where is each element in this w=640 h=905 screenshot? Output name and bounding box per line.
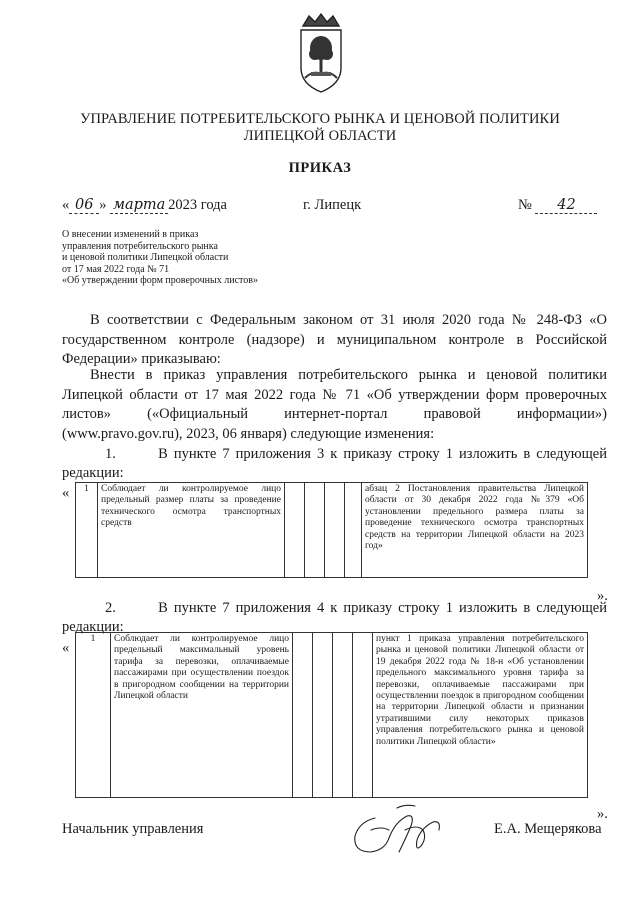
table-cell-empty — [353, 633, 373, 798]
table1-close-quote: ». — [597, 588, 608, 604]
checklist-question: Соблюдает ли контролируемое лицо предельный максимальный уровень тарифа за перевозки, оплачиваемые пассажирами при осуществлении поездок в пригородном сообщении на территории Липецкой области — [111, 633, 293, 798]
table-row — [76, 483, 588, 578]
preamble-paragraph — [62, 311, 607, 370]
number-value: 42 — [535, 197, 597, 214]
order-city: г. Липецк — [303, 197, 362, 213]
subject-line: и ценовой политики Липецкой области — [62, 252, 229, 263]
table-cell-empty — [325, 483, 345, 578]
item-1 — [62, 445, 607, 483]
amendment-table-1 — [75, 482, 588, 578]
order-number — [518, 197, 597, 214]
legal-reference: пункт 1 приказа управления потребительского рынка и ценовой политики Липецкой области от 19 декабря 2022 года № 18-н «Об установлении предельного максимального уровня тарифа за перевозки, оплачиваемые пассажирами при осуществлении поездок в пригородном сообщении на территории Липецкой области и признании утратившими силу некоторых приказов управления потребительского рынка и ценовой политики Липецкой области» — [373, 633, 588, 798]
amendment-paragraph — [62, 366, 607, 444]
table-cell-empty — [305, 483, 325, 578]
signatory-position: Начальник управления — [62, 821, 204, 837]
table-cell-empty — [313, 633, 333, 798]
table1-open-quote: « — [62, 485, 70, 501]
order-year: 2023 года — [168, 197, 227, 213]
paragraph-line: Липецкой области от 17 мая 2022 года № 71 «Об утверждении форм проверочных — [62, 386, 607, 403]
table2-open-quote: « — [62, 640, 70, 656]
item-line: редакции: — [62, 465, 124, 481]
subject-line: от 17 мая 2022 года № 71 — [62, 263, 170, 275]
order-subject — [62, 229, 302, 287]
date-open-quote: « — [62, 197, 70, 213]
handwritten-signature — [345, 800, 460, 864]
table-cell-empty — [293, 633, 313, 798]
date-close-quote: » — [99, 197, 107, 213]
row-number: 1 — [76, 483, 98, 578]
agency-name-line2: ЛИПЕЦКОЙ ОБЛАСТИ — [243, 128, 397, 144]
subject-line: О внесении изменений в приказ — [62, 229, 199, 240]
amendment-table-2 — [75, 632, 588, 798]
paragraph-line: государственном контроле (надзоре) и муниципальном контроле в Российской — [62, 331, 607, 348]
paragraph-line: Внести в приказ управления потребительского рынка и ценовой политики — [90, 367, 607, 383]
row-number: 1 — [76, 633, 111, 798]
table-row — [76, 633, 588, 798]
signatory-name: Е.А. Мещерякова — [494, 821, 602, 837]
paragraph-line: В соответствии с Федеральным законом от 31 июля 2020 года № 248-ФЗ «О — [90, 312, 607, 328]
paragraph-line: листов» («Официальный интернет-портал правовой информации») — [62, 406, 607, 422]
table2-close-quote: ». — [597, 806, 608, 822]
paragraph-line: Федерации» приказываю: — [62, 351, 221, 367]
item-line: 1. В пункте 7 приложения 3 к приказу строку 1 изложить в следующей — [105, 446, 607, 462]
item-line: редакции: — [62, 619, 124, 635]
table-cell-empty — [345, 483, 362, 578]
table-cell-empty — [333, 633, 353, 798]
document-type-title: ПРИКАЗ — [288, 160, 352, 176]
agency-name-line1: УПРАВЛЕНИЕ ПОТРЕБИТЕЛЬСКОГО РЫНКА И ЦЕНОВОЙ ПОЛИТИКИ — [80, 111, 560, 127]
subject-line: управления потребительского рынка — [62, 240, 218, 252]
paragraph-line: (www.pravo.gov.ru), 2023, 06 января) следующие изменения: — [62, 425, 435, 442]
subject-line: «Об утверждении форм проверочных листов» — [62, 275, 258, 286]
legal-reference: абзац 2 Постановления правительства Липецкой области от 30 декабря 2022 года №379 «Об установлении предельного размера платы за проведение технического осмотра транспортных средств на территории Липецкой области на 2023 год» — [362, 483, 588, 578]
table-cell-empty — [285, 483, 305, 578]
checklist-question: Соблюдает ли контролируемое лицо предельный размер платы за проведение технического осмотра транспортных средств — [98, 483, 285, 578]
order-day: 06 — [69, 197, 99, 214]
coat-of-arms-emblem — [291, 12, 351, 96]
number-label: № — [518, 197, 532, 213]
item-line: 2. В пункте 7 приложения 4 к приказу строку 1 изложить в следующей — [105, 600, 607, 616]
order-date — [62, 197, 227, 214]
order-month: марта — [110, 197, 168, 214]
